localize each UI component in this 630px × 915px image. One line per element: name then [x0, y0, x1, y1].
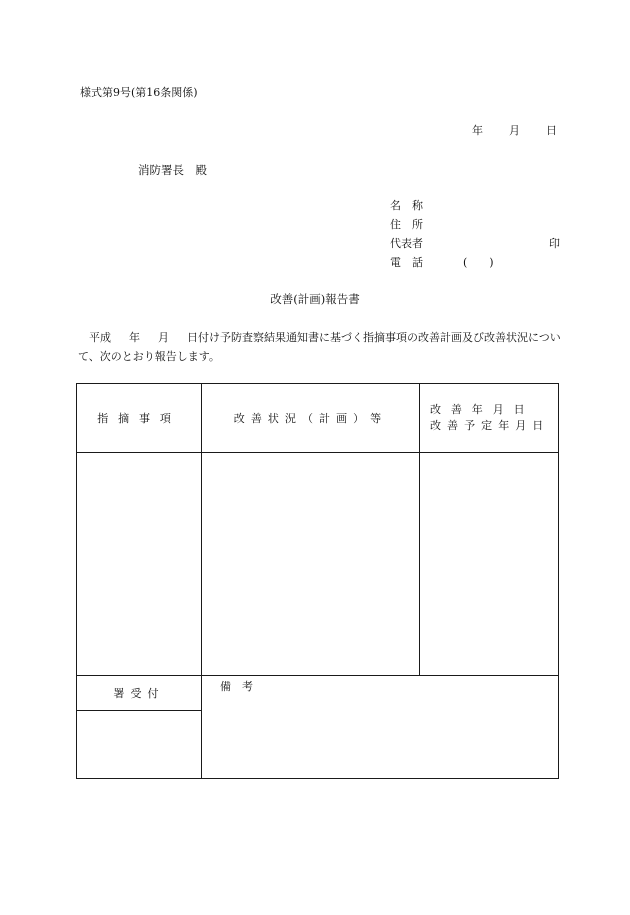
applicant-representative-label: 代表者 [390, 237, 423, 250]
applicant-name-label: 名 称 [390, 199, 423, 212]
document-title: 改善(計画)報告書 [270, 292, 360, 306]
date-day-label: 日 [546, 124, 557, 137]
date-line [472, 122, 557, 138]
stamp-label: 署受付 [113, 687, 165, 700]
body-month: 月 [158, 331, 169, 344]
header-items-label: 指摘事項 [97, 412, 181, 425]
header-date-line1: 改善年月日 [430, 403, 535, 416]
items-cell[interactable] [77, 453, 202, 676]
header-status [202, 384, 420, 453]
form-number: 様式第9号(第16条関係) [80, 86, 198, 99]
date-month-label: 月 [509, 124, 520, 137]
phone-parentheses: ( ) [463, 256, 494, 269]
applicant-block [390, 196, 560, 272]
stamp-label-cell [77, 676, 202, 711]
report-table [76, 383, 559, 779]
remarks-cell[interactable] [202, 676, 559, 779]
applicant-address-label: 住 所 [390, 218, 423, 231]
header-status-label: 改善状況（計画）等 [233, 412, 388, 425]
body-paragraph [78, 328, 564, 366]
header-date-line2: 改善予定年月日 [430, 419, 550, 432]
remarks-label: 備 考 [220, 680, 253, 693]
date-year-label: 年 [472, 124, 483, 137]
addressee: 消防署長 殿 [138, 163, 207, 177]
date-cell[interactable] [420, 453, 559, 676]
stamp-cell[interactable] [77, 711, 202, 779]
status-cell[interactable] [202, 453, 420, 676]
header-date [420, 384, 559, 453]
header-items [77, 384, 202, 453]
seal-mark: 印 [549, 237, 560, 250]
body-text: 日付け予防査察結果通知書に基づく指摘事項の改善計画及び改善状況について、次のとおり報告します。 [78, 331, 561, 363]
body-year: 年 [129, 331, 140, 344]
body-era: 平成 [89, 331, 111, 344]
applicant-phone-label: 電 話 [390, 256, 423, 269]
